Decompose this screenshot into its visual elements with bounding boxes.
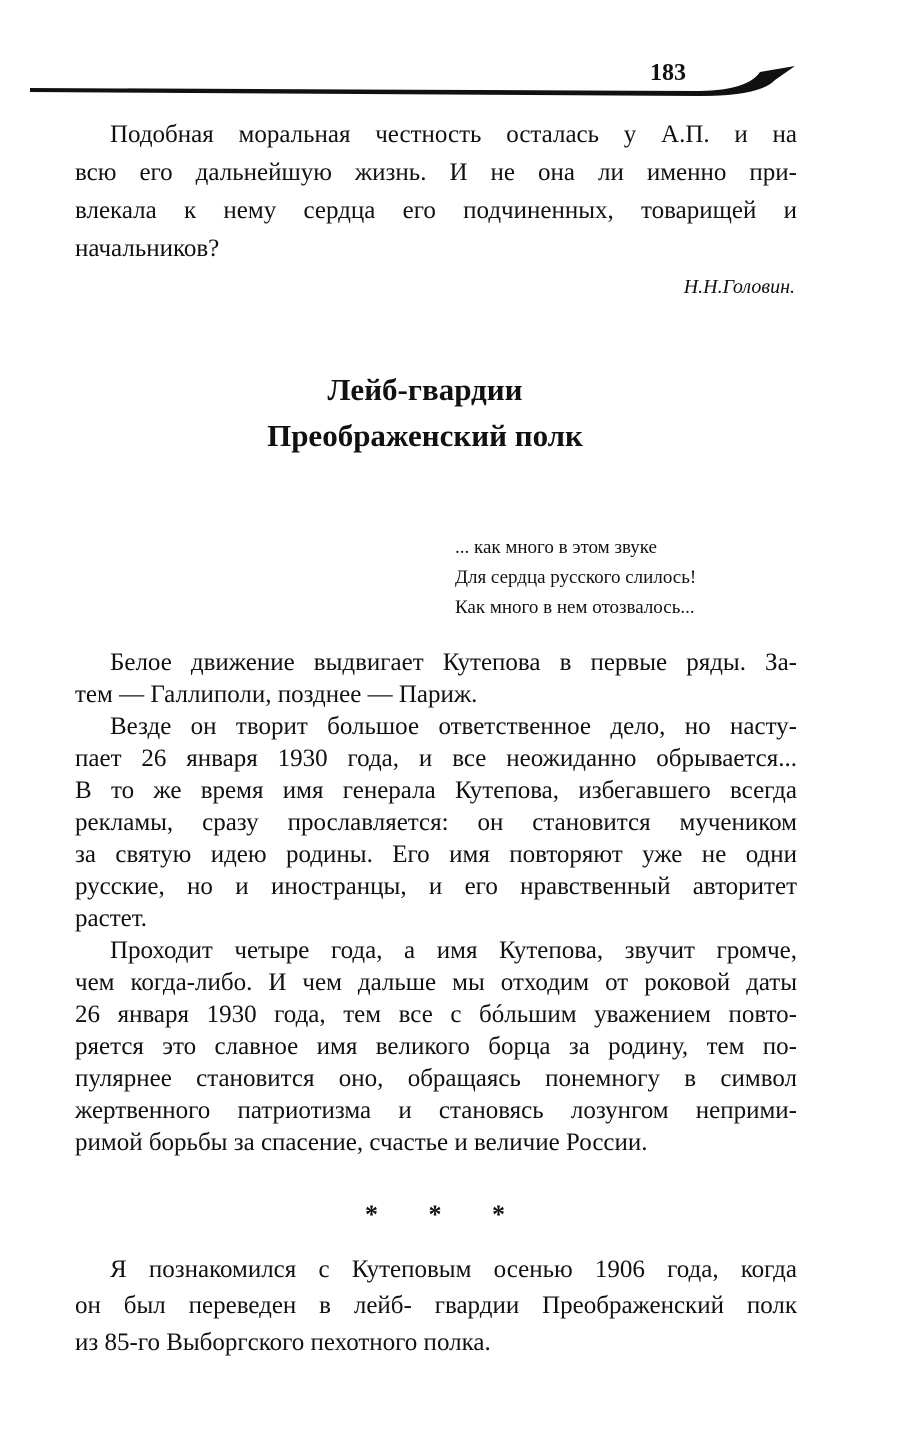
text-line: Белое движение выдвигает Кутепова в первые ряды. За- bbox=[110, 649, 797, 676]
text-line: всю его дальнейшую жизнь. И не она ли именно при- bbox=[75, 159, 797, 186]
epigraph-line: ... как много в этом звуке bbox=[455, 537, 657, 558]
text-line: пает 26 января 1930 года, и все неожиданно обрывается... bbox=[75, 745, 797, 772]
text-line: чем когда-либо. И чем дальше мы отходим от роковой даты bbox=[75, 969, 797, 996]
text-line: римой борьбы за спасение, счастье и величие России. bbox=[75, 1129, 648, 1156]
signature: Н.Н.Головин. bbox=[683, 276, 795, 298]
page-number: 183 bbox=[650, 60, 686, 86]
text-line: Проходит четыре года, а имя Кутепова, звучит громче, bbox=[110, 937, 797, 964]
text-line: жертвенного патриотизма и становясь лозунгом неприми- bbox=[75, 1097, 797, 1124]
text-line: из 85-го Выборгского пехотного полка. bbox=[75, 1329, 491, 1356]
text-line: Я познакомился с Кутеповым осенью 1906 года, когда bbox=[110, 1256, 797, 1283]
chapter-title: Лейб-гвардии bbox=[327, 372, 523, 407]
text-line: растет. bbox=[75, 905, 148, 932]
header-rule-ornament bbox=[0, 60, 899, 110]
text-line: 26 января 1930 года, тем все с бóльшим уважением повто- bbox=[75, 1001, 797, 1028]
epigraph-line: Как много в нем отозвалось... bbox=[455, 597, 695, 618]
text-line: начальников? bbox=[75, 235, 220, 262]
text-line: он был переведен в лейб- гвардии Преображенский полк bbox=[75, 1292, 797, 1319]
text-line: тем — Галлиполи, позднее — Париж. bbox=[75, 681, 478, 708]
chapter-title: Преображенский полк bbox=[267, 418, 583, 453]
section-separator: * * * bbox=[365, 1200, 527, 1229]
text-line: влекала к нему сердца его подчиненных, товарищей и bbox=[75, 197, 797, 224]
text-line: за святую идею родины. Его имя повторяют уже не одни bbox=[75, 841, 797, 868]
text-line: В то же время имя генерала Кутепова, избегавшего всегда bbox=[75, 777, 797, 804]
epigraph-line: Для сердца русского слилось! bbox=[455, 567, 697, 588]
text-line: Везде он творит большое ответственное дело, но насту- bbox=[110, 713, 797, 740]
text-line: русские, но и иностранцы, и его нравственный авторитет bbox=[75, 873, 797, 900]
text-line: ряется это славное имя великого борца за родину, тем по- bbox=[75, 1033, 797, 1060]
text-line: пулярнее становится оно, обращаясь понемногу в символ bbox=[75, 1065, 797, 1092]
text-line: Подобная моральная честность осталась у А.П. и на bbox=[110, 121, 797, 148]
text-line: рекламы, сразу прославляется: он становится мучеником bbox=[75, 809, 797, 836]
